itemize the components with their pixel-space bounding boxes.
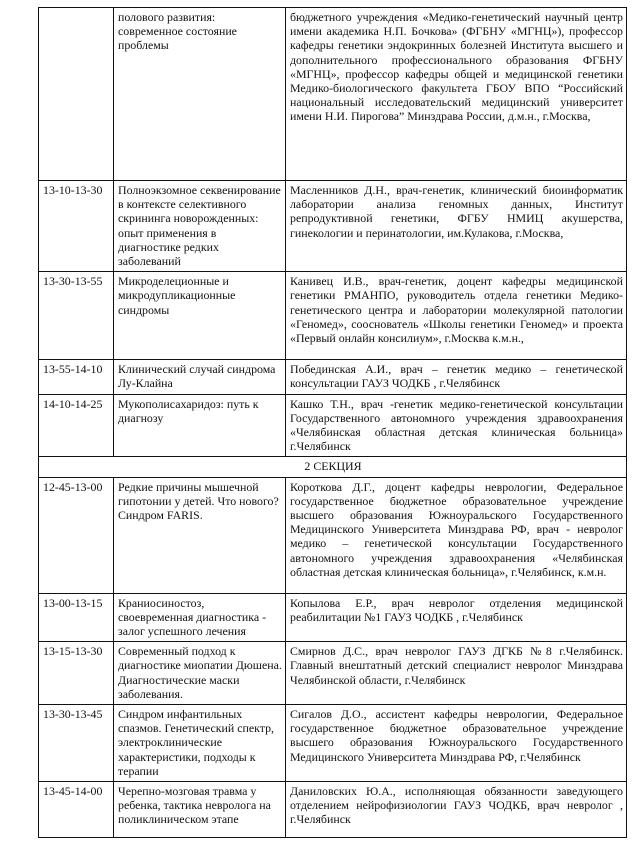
- speaker-cell: Копылова Е.Р., врач невролог отделения медицинской реабилитации №1 ГАУЗ ЧОДКБ , г.Челябинск: [286, 593, 627, 642]
- time-cell: 13-00-13-15: [39, 593, 114, 642]
- speaker-cell: Кашко Т.Н., врач -генетик медико-генетической консультации Государственного автономного учреждения здравоохранения «Челябинская областная детская клиническая больница» г.Челябинск: [286, 394, 627, 457]
- time-cell: 14-10-14-25: [39, 394, 114, 457]
- time-cell: 13-30-13-45: [39, 705, 114, 782]
- table-row: [39, 360, 627, 394]
- topic-cell: Клинический случай синдрома Лу-Клайна: [114, 360, 286, 394]
- table-row: [39, 477, 627, 593]
- speaker-cell: Смирнов Д.С., врач невролог ГАУЗ ДГКБ №8 г.Челябинск. Главный внештатный детский специалист невролог Минздрава Челябинской области, г.Челябинск: [286, 642, 627, 705]
- topic-cell: Редкие причины мышечной гипотонии у детей. Что нового? Синдром FARIS.: [114, 477, 286, 593]
- speaker-cell: бюджетного учреждения «Медико-генетический научный центр имени академика Н.П. Бочкова» (ФГБНУ «МГНЦ»), профессор кафедры генетики эндокринных болезней Института высшего и дополнительного профессионального образования ФГБНУ «МГНЦ», профессор кафедры общей и медицинской генетики Медико-биологического факультета ГБОУ ВПО “Российский национальный исследовательский медицинский университет имени Н.И. Пирогова” Минздрава России, д.м.н., г.Москва,: [286, 8, 627, 181]
- topic-cell: Микроделеционные и микродупликационные синдромы: [114, 272, 286, 360]
- speaker-cell: Короткова Д.Г., доцент кафедры неврологии, Федеральное государственное бюджетное образовательное учреждение высшего образования Южноуральского Государственного Медицинского Университета Минздрава РФ, врач - невролог медико – генетической консультации Государственного автономного учреждения здравоохранения «Челябинская областная детская клиническая больница», г.Челябинск, к.м.н.: [286, 477, 627, 593]
- table-row: [39, 642, 627, 705]
- topic-cell: полового развития: современное состояние проблемы: [114, 8, 286, 181]
- speaker-cell: Масленников Д.Н., врач-генетик, клинический биоинформатик лаборатории анализа геномных данных, Институт репродуктивной генетики, ФГБУ НМИЦ акушерства, гинекологии и перинатологии, им.Кулакова, г.Москва,: [286, 181, 627, 272]
- time-cell: 13-30-13-55: [39, 272, 114, 360]
- time-cell: 13-15-13-30: [39, 642, 114, 705]
- speaker-cell: Побединская А.И., врач – генетик медико – генетической консультации ГАУЗ ЧОДКБ , г.Челябинск: [286, 360, 627, 394]
- topic-cell: Полноэкзомное секвенирование в контексте селективного скрининга новорожденных: опыт применения в диагностике редких заболеваний: [114, 181, 286, 272]
- topic-cell: Мукополисахаридоз: путь к диагнозу: [114, 394, 286, 457]
- table-row: [39, 782, 627, 838]
- topic-cell: Современный подход к диагностике миопатии Дюшена. Диагностические маски заболевания.: [114, 642, 286, 705]
- speaker-cell: Даниловских Ю.А., исполняющая обязанности заведующего отделением нейрофизиологии ГАУЗ ЧОДКБ, врач невролог , г.Челябинск: [286, 782, 627, 838]
- table-row: [39, 705, 627, 782]
- topic-cell: Синдром инфантильных спазмов. Генетический спектр, электроклинические характеристики, подходы к терапии: [114, 705, 286, 782]
- time-cell: 13-10-13-30: [39, 181, 114, 272]
- table-row: [39, 8, 627, 181]
- section-title: 2 СЕКЦИЯ: [39, 457, 627, 477]
- speaker-cell: Канивец И.В., врач-генетик, доцент кафедры медицинской генетики РМАНПО, руководитель отдела генетики Медико-генетического центра и лаборатории молекулярной патологии «Геномед», сооснователь «Школы генетики Геномед» и проекта «Первый онлайн консилиум», г.Москва к.м.н.,: [286, 272, 627, 360]
- table-row: [39, 394, 627, 457]
- time-cell: 12-45-13-00: [39, 477, 114, 593]
- table-row: [39, 272, 627, 360]
- topic-cell: Черепно-мозговая травма у ребенка, тактика невролога на поликлиническом этапе: [114, 782, 286, 838]
- speaker-cell: Сигалов Д.О., ассистент кафедры неврологии, Федеральное государственное бюджетное образовательное учреждение высшего образования Южноуральского Государственного Медицинского Университета Минздрава РФ, г.Челябинск: [286, 705, 627, 782]
- program-rows: [39, 8, 627, 838]
- time-cell: 13-55-14-10: [39, 360, 114, 394]
- section-header-row: [39, 457, 627, 477]
- table-row: [39, 181, 627, 272]
- table-row: [39, 593, 627, 642]
- time-cell: [39, 8, 114, 181]
- program-table: [38, 7, 627, 838]
- topic-cell: Краниосиностоз, своевременная диагностика - залог успешного лечения: [114, 593, 286, 642]
- time-cell: 13-45-14-00: [39, 782, 114, 838]
